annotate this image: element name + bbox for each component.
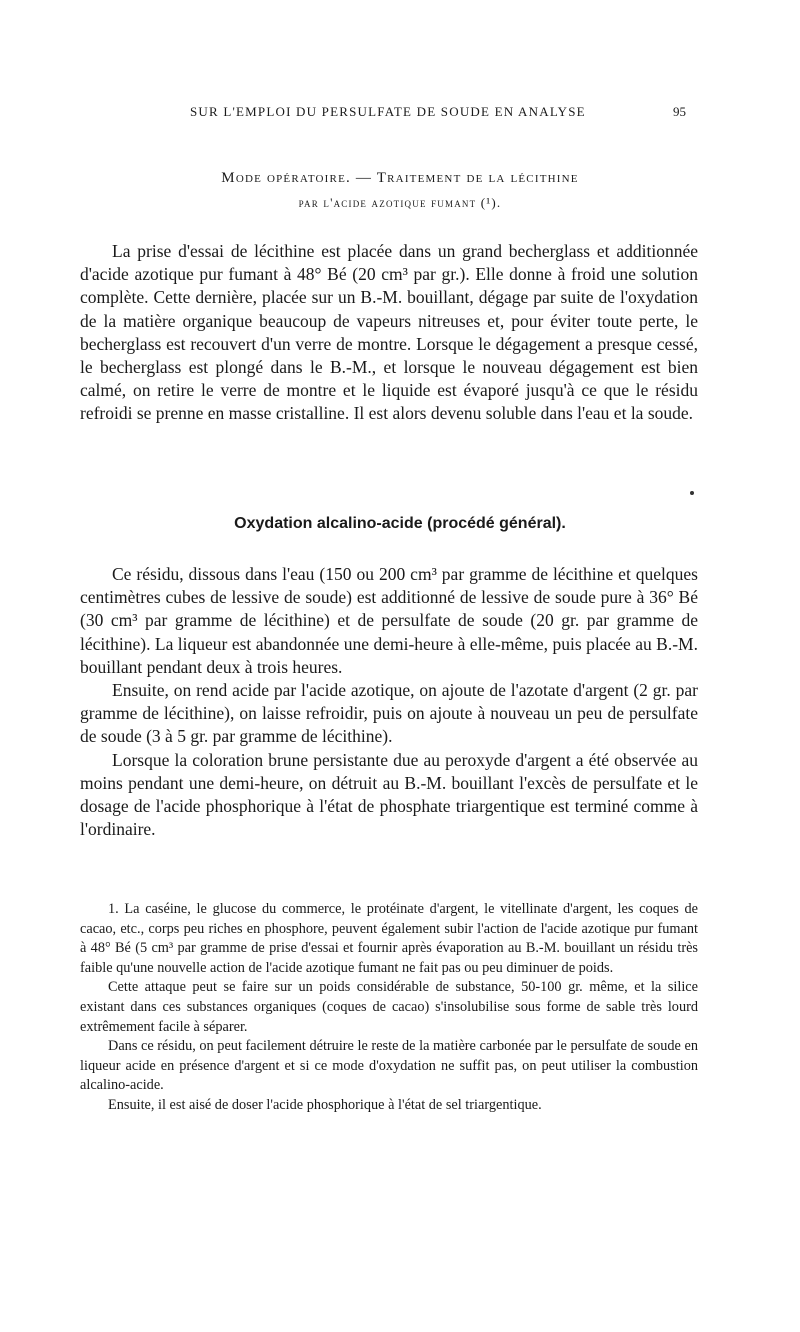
page-number: 95 (673, 104, 686, 119)
subheading: Oxydation alcalino-acide (procédé général). (234, 515, 566, 532)
body-paragraphs-2 (80, 563, 698, 841)
footnotes (80, 900, 698, 1116)
footnote: Ensuite, il est aisé de doser l'acide phosphorique à l'état de sel triargentique. (108, 1096, 542, 1113)
running-title: SUR L'EMPLOI DU PERSULFATE DE SOUDE EN ANALYSE (190, 104, 586, 119)
section-title-line2: par l'acide azotique fumant (¹). (298, 195, 502, 210)
paragraph: Lorsque la coloration brune persistante due au peroxyde d'argent a été observée au moins pendant une demi-heure, on détruit au B.-M. bouillant l'excès de persulfate et le dosage de l'acide phosphorique à l'état de phosphate triargentique est terminé comme à l'ordinaire. (80, 749, 698, 840)
ink-speck (690, 491, 694, 495)
footnote: Dans ce résidu, on peut facilement détruire le reste de la matière carbonée par le persulfate de soude en liqueur acide en présence d'argent et si ce mode d'oxydation ne suffit pas, on peut utiliser la combustion alcalino-acide. (80, 1038, 698, 1094)
paragraph: Ensuite, on rend acide par l'acide azotique, on ajoute de l'azotate d'argent (2 gr. par gramme de lécithine), on laisse refroidir, puis on ajoute à nouveau un peu de persulfate de soude (3 à 5 gr. par gramme de lécithine). (80, 680, 698, 747)
footnote: Cette attaque peut se faire sur un poids considérable de substance, 50-100 gr. même, et la silice existant dans ces substances organiques (coques de cacao) s'insolubilise sous forme de sable très lourd extrêmement facile à séparer. (80, 979, 698, 1035)
paragraph: Ce résidu, dissous dans l'eau (150 ou 200 cm³ par gramme de lécithine et quelques centimètres cubes de lessive de soude) est additionné de lessive de soude pure à 36° Bé (30 cm³ par gramme de lécithine) et de persulfate de soude (20 gr. par gramme de lécithine). La liqueur est abandonnée une demi-heure à elle-même, puis placée au B.-M. bouillant pendant deux à trois heures. (80, 564, 698, 677)
section-title-line1: Mode opératoire. — Traitement de la lécithine (221, 170, 579, 186)
body-paragraph-1 (80, 240, 698, 426)
running-head (0, 104, 800, 126)
footnote: 1. La caséine, le glucose du commerce, le protéinate d'argent, le vitellinate d'argent, les coques de cacao, etc., corps peu riches en phosphore, peuvent également subir l'action de l'acide azotique pur fumant à 48° Bé (5 cm³ par gramme de prise d'essai et fournir après évaporation au B.-M. bouillant un résidu très faible qu'une nouvelle action de l'acide azotique fumant ne fait pas ou peu diminuer de poids. (80, 901, 698, 976)
paragraph: La prise d'essai de lécithine est placée dans un grand becherglass et additionnée d'acide azotique pur fumant à 48° Bé (20 cm³ par gr.). Elle donne à froid une solution complète. Cette dernière, placée sur un B.-M. bouillant, dégage par suite de l'oxydation de la matière organique beaucoup de vapeurs nitreuses et, pour éviter toute perte, le becherglass est recouvert d'un verre de montre. Lorsque le dégagement a presque cessé, le becherglass est plongé dans le B.-M., et lorsque le nouveau dégagement est bien calmé, on retire le verre de montre et le liquide est évaporé jusqu'à ce que le résidu refroidi se prenne en masse cristalline. Il est alors devenu soluble dans l'eau et la soude. (80, 241, 698, 424)
